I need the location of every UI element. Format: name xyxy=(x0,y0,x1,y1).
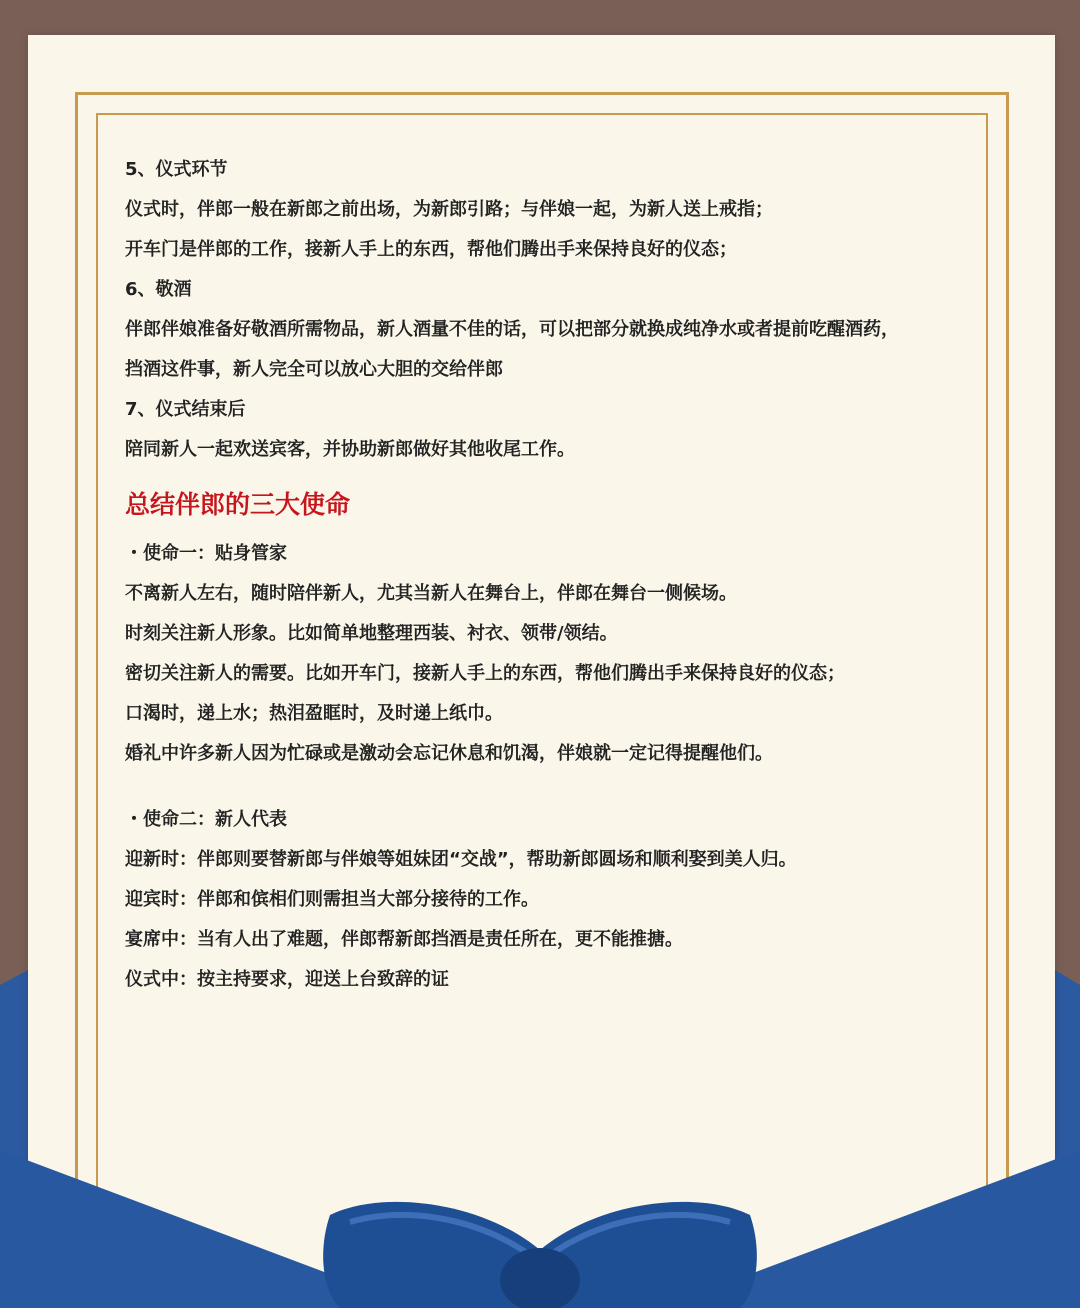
mission-one-line: 时刻关注新人形象。比如简单地整理西装、衬衣、领带/领结。 xyxy=(125,623,618,644)
mission-one-title: ・使命一：贴身管家 xyxy=(125,543,287,564)
section-toast-line: 挡酒这件事，新人完全可以放心大胆的交给伴郎 xyxy=(125,359,503,380)
mission-two-title: ・使命二：新人代表 xyxy=(125,809,287,830)
section-ritual-title: 5、仪式环节 xyxy=(125,159,228,180)
section-after-line: 陪同新人一起欢送宾客，并协助新郎做好其他收尾工作。 xyxy=(125,439,575,460)
mission-two-line: 仪式中：按主持要求，迎送上台致辞的证 xyxy=(125,969,449,990)
section-toast-title: 6、敬酒 xyxy=(125,279,192,300)
mission-two-line: 宴席中：当有人出了难题，伴郎帮新郎挡酒是责任所在，更不能推搪。 xyxy=(125,929,683,950)
section-ritual-line: 开车门是伴郎的工作，接新人手上的东西，帮他们腾出手来保持良好的仪态； xyxy=(125,239,737,260)
mission-one-line: 婚礼中许多新人因为忙碌或是激动会忘记休息和饥渴，伴娘就一定记得提醒他们。 xyxy=(125,743,773,764)
mission-two-line: 迎宾时：伴郎和傧相们则需担当大部分接待的工作。 xyxy=(125,889,539,910)
section-toast-line: 伴郎伴娘准备好敬酒所需物品，新人酒量不佳的话，可以把部分就换成纯净水或者提前吃醒酒药， xyxy=(125,319,899,340)
section-after-title: 7、仪式结束后 xyxy=(125,399,246,420)
mission-one-line: 密切关注新人的需要。比如开车门，接新人手上的东西，帮他们腾出手来保持良好的仪态； xyxy=(125,663,845,684)
mission-two-line: 迎新时：伴郎则要替新郎与伴娘等姐妹团“交战”，帮助新郎圆场和顺利娶到美人归。 xyxy=(125,849,797,870)
mission-one-line: 口渴时，递上水；热泪盈眶时，及时递上纸巾。 xyxy=(125,703,503,724)
mission-one-line: 不离新人左右，随时陪伴新人，尤其当新人在舞台上，伴郎在舞台一侧候场。 xyxy=(125,583,737,604)
section-ritual-line: 仪式时，伴郎一般在新郎之前出场，为新郎引路；与伴娘一起，为新人送上戒指； xyxy=(125,199,773,220)
summary-heading: 总结伴郎的三大使命 xyxy=(125,490,351,519)
document-body xyxy=(125,150,985,1000)
